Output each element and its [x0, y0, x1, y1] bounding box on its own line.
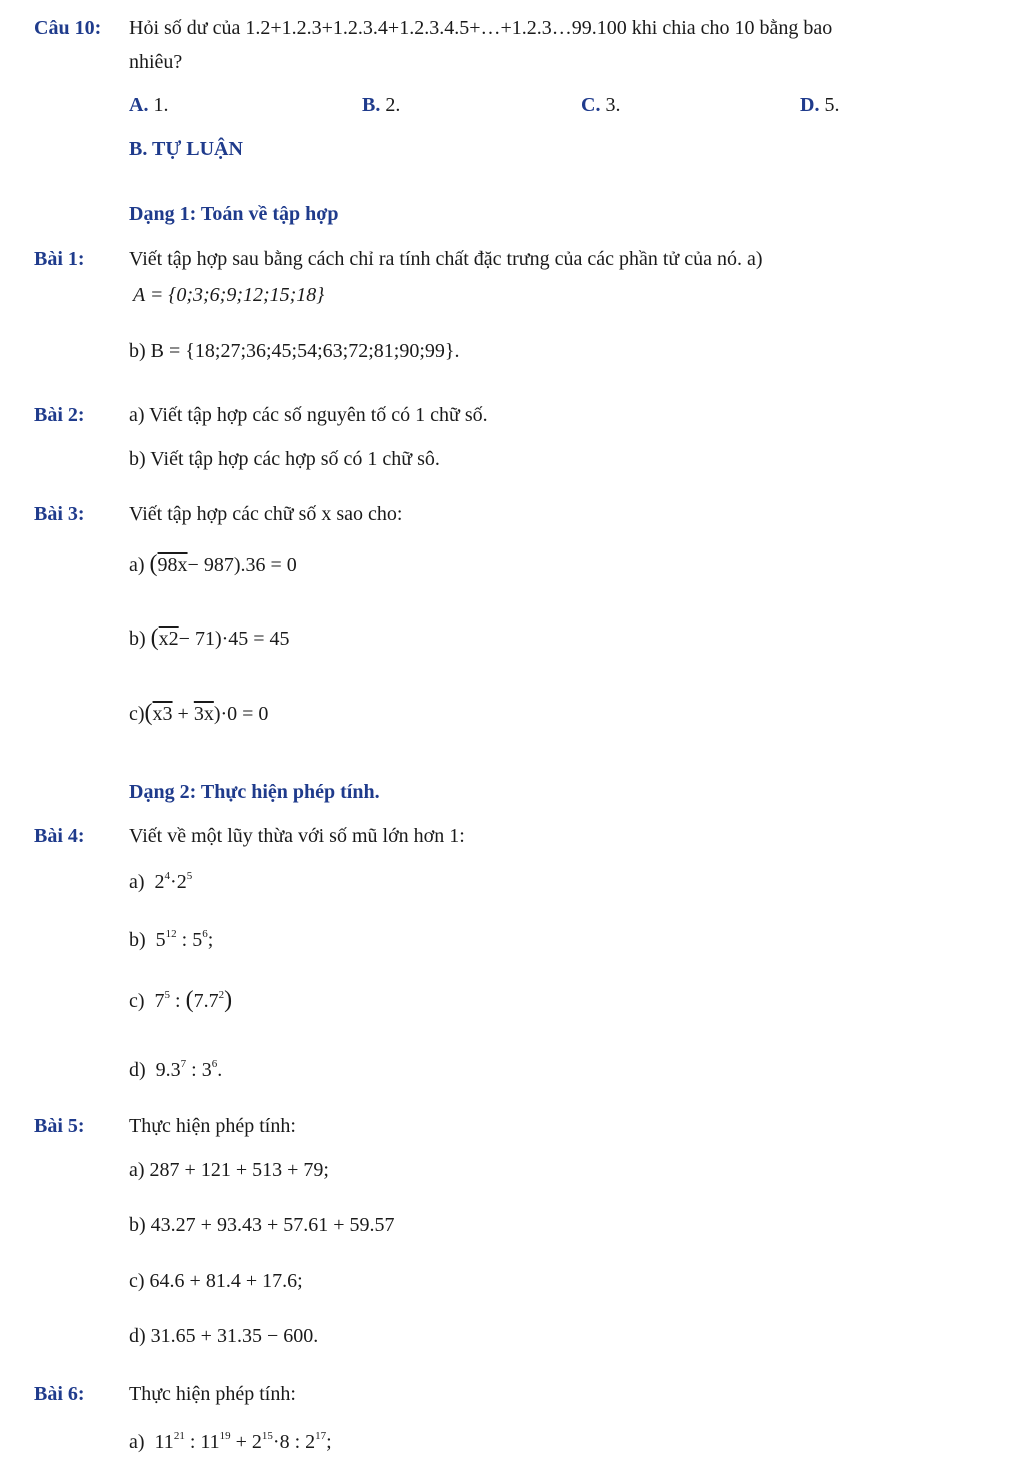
question-label: Câu 10: [34, 17, 102, 39]
exercise-3-a: a) (98x− 987).36 = 0 [129, 551, 297, 577]
exercise-4-a: a) $2^4\cdot 2^5$ [129, 870, 193, 893]
exercise-5-b: b) 43.27 + 93.43 + 57.61 + 59.57 [129, 1214, 395, 1236]
exercise-2-a: a) Viết tập hợp các số nguyên tố có 1 chữ số. [129, 404, 488, 426]
question-text-line1: Hỏi số dư của 1.2+1.2.3+1.2.3.4+1.2.3.4.5+…+1.2.3…99.100 khi chia cho 10 bằng bao [129, 17, 833, 39]
topic-heading-2: Dạng 2: Thực hiện phép tính. [129, 781, 380, 803]
exercise-6-text: Thực hiện phép tính: [129, 1383, 296, 1405]
exercise-1-set-a: A = {0;3;6;9;12;15;18} [133, 284, 325, 306]
item-prefix: c) [129, 990, 145, 1012]
equation-rest: − 71)·45 = 45 [178, 628, 290, 650]
exercise-4-text: Viết về một lũy thừa với số mũ lớn hơn 1: [129, 825, 465, 847]
option-text: 5. [824, 94, 840, 116]
exercise-3-label: Bài 3: [34, 503, 85, 525]
exercise-3-b: b) (x2− 71)·45 = 45 [129, 625, 290, 651]
overline-number: x2 [158, 628, 179, 650]
item-prefix: b) [129, 628, 146, 650]
exercise-2-b: b) Viết tập hợp các hợp số có 1 chữ sô. [129, 448, 440, 470]
exercise-6-a: a) $11^{21}$ : $11^{19} + 2^{15}\cdot 8$ : $2^{17}$; [129, 1430, 332, 1453]
option-d [800, 94, 839, 117]
overline-number: 98x [157, 554, 188, 576]
option-key: D. [800, 94, 820, 116]
exercise-1-set-b: B = {18;27;36;45;54;63;72;81;90;99}. [150, 340, 460, 362]
option-a [129, 94, 168, 117]
question-10 [34, 17, 101, 40]
exercise-4-d: d) $9.3^7$ : $3^6$. [129, 1058, 223, 1081]
item-prefix: c) [129, 703, 145, 725]
option-b [362, 94, 400, 117]
exercise-3-c: c)(x3 + 3x)·0 = 0 [129, 700, 269, 726]
exercise-6-label: Bài 6: [34, 1383, 85, 1405]
overline-number: 3x [193, 703, 214, 725]
option-text: 2. [385, 94, 401, 116]
option-key: C. [581, 94, 601, 116]
exercise-5-c: c) 64.6 + 81.4 + 17.6; [129, 1270, 303, 1292]
item-prefix: a) [129, 871, 145, 893]
question-10-text-line2: nhiêu? [129, 51, 183, 73]
item-prefix: d) [129, 1059, 146, 1081]
exercise-4-c: c) $7^5$ : $(7.7^2)$ [129, 987, 233, 1013]
item-prefix: a) [129, 1431, 145, 1453]
topic-heading-1: Dạng 1: Toán về tập hợp [129, 203, 339, 225]
exercise-1-text: Viết tập hợp sau bằng cách chỉ ra tính chất đặc trưng của các phần tử của nó. a) [129, 248, 763, 270]
option-key: B. [362, 94, 381, 116]
exercise-2-label: Bài 2: [34, 404, 85, 426]
exercise-5-label: Bài 5: [34, 1115, 85, 1137]
exercise-1-b [129, 340, 460, 363]
question-10-text [129, 17, 1009, 40]
exercise-5-a: a) 287 + 121 + 513 + 79; [129, 1159, 329, 1181]
option-text: 3. [605, 94, 621, 116]
equation-rest: )·0 = 0 [213, 703, 269, 725]
exercise-3-text: Viết tập hợp các chữ số x sao cho: [129, 503, 403, 525]
option-c [581, 94, 620, 117]
exercise-4-b: b) $5^{12}$ : $5^6$; [129, 928, 214, 951]
item-prefix: a) [129, 554, 145, 576]
exercise-5-text: Thực hiện phép tính: [129, 1115, 296, 1137]
equation-rest: − 987).36 = 0 [187, 554, 297, 576]
option-text: 1. [153, 94, 169, 116]
exercise-4-label: Bài 4: [34, 825, 85, 847]
exercise-1-label: Bài 1: [34, 248, 85, 270]
overline-number: x3 [152, 703, 173, 725]
section-heading: B. TỰ LUẬN [129, 138, 243, 160]
option-key: A. [129, 94, 149, 116]
item-prefix: b) [129, 340, 146, 362]
exercise-5-d: d) 31.65 + 31.35 − 600. [129, 1325, 319, 1347]
item-prefix: b) [129, 929, 146, 951]
